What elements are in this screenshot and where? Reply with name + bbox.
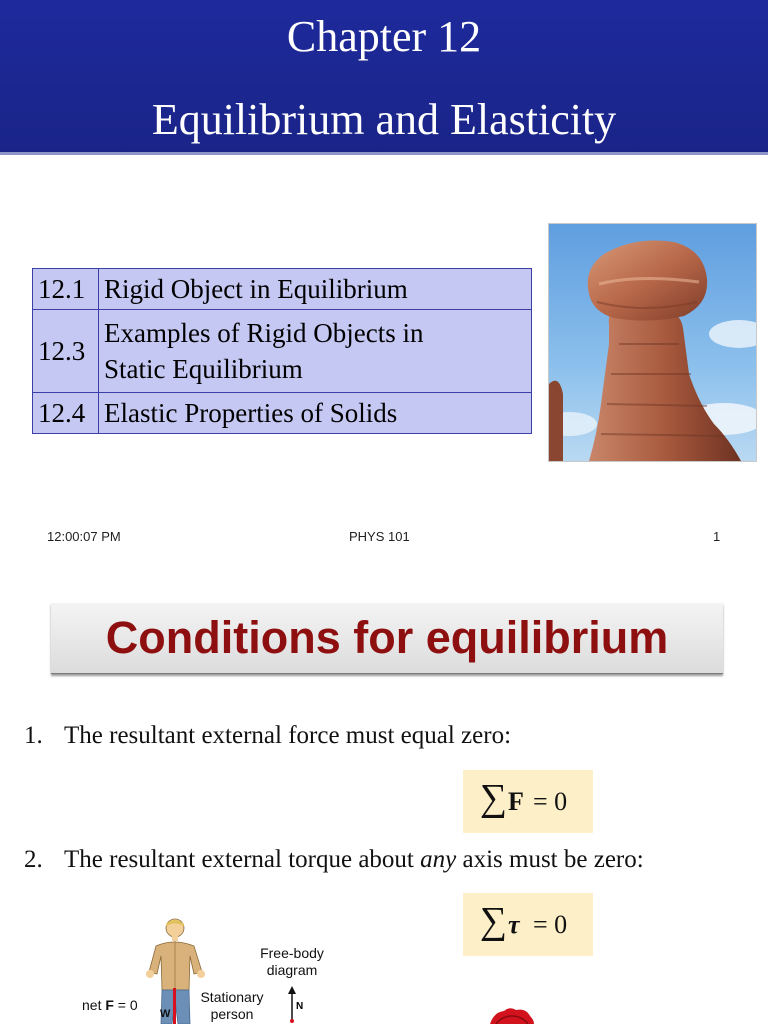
- condition-text-emphasis: any: [420, 846, 457, 873]
- equals-zero: = 0: [533, 910, 568, 939]
- condition-text-before: The resultant external torque about: [64, 846, 421, 873]
- chapter-number-title: Chapter 12: [286, 12, 482, 61]
- condition-item-2: [24, 846, 644, 874]
- balanced-rock-photo: [548, 223, 757, 462]
- equals-zero: = 0: [533, 787, 568, 816]
- section-row: [33, 393, 532, 434]
- force-equation-box: [463, 770, 593, 833]
- condition-number: 2.: [24, 846, 43, 873]
- weight-label: W: [160, 1008, 171, 1020]
- section-title: [99, 310, 532, 393]
- section-title: Rigid Object in Equilibrium: [99, 269, 532, 310]
- section-row: [33, 269, 532, 310]
- section-number: 12.4: [33, 393, 99, 434]
- section-title-line: Examples of Rigid Objects in: [104, 318, 424, 348]
- section-title-line: Static Equilibrium: [104, 354, 303, 384]
- section-title: Elastic Properties of Solids: [99, 393, 532, 434]
- conditions-title: Conditions for equilibrium: [105, 612, 669, 663]
- section-row: [33, 310, 532, 393]
- partial-figure: [488, 1006, 536, 1024]
- condition-number: 1.: [24, 722, 43, 749]
- torque-variable: τ: [508, 910, 520, 939]
- normal-force-label: N: [296, 1001, 304, 1012]
- footer-course: PHYS 101: [349, 529, 410, 544]
- condition-item-1: [24, 722, 511, 750]
- net-force-variable: F: [105, 997, 114, 1013]
- sigma-symbol: ∑: [480, 777, 508, 819]
- net-force-suffix: = 0: [113, 997, 138, 1013]
- free-body-diagram-label: Free-body diagram: [260, 945, 324, 978]
- section-table: [32, 268, 532, 434]
- condition-text-after: axis must be zero:: [456, 846, 644, 873]
- section-number: 12.1: [33, 269, 99, 310]
- force-variable: F: [508, 787, 524, 816]
- footer-page-number: 1: [713, 529, 721, 544]
- section-number: 12.3: [33, 310, 99, 393]
- conditions-banner: [51, 603, 723, 674]
- slide1-title-banner: [0, 0, 768, 155]
- condition-text: The resultant external force must equal zero:: [64, 722, 512, 749]
- net-force-label: [82, 997, 138, 1014]
- stationary-person-label: Stationary person: [200, 989, 264, 1022]
- torque-equation-box: [463, 893, 593, 956]
- sigma-symbol: ∑: [480, 900, 508, 942]
- net-force-prefix: net: [82, 997, 106, 1013]
- chapter-title: Equilibrium and Elasticity: [151, 95, 617, 144]
- footer-time: 12:00:07 PM: [47, 529, 121, 544]
